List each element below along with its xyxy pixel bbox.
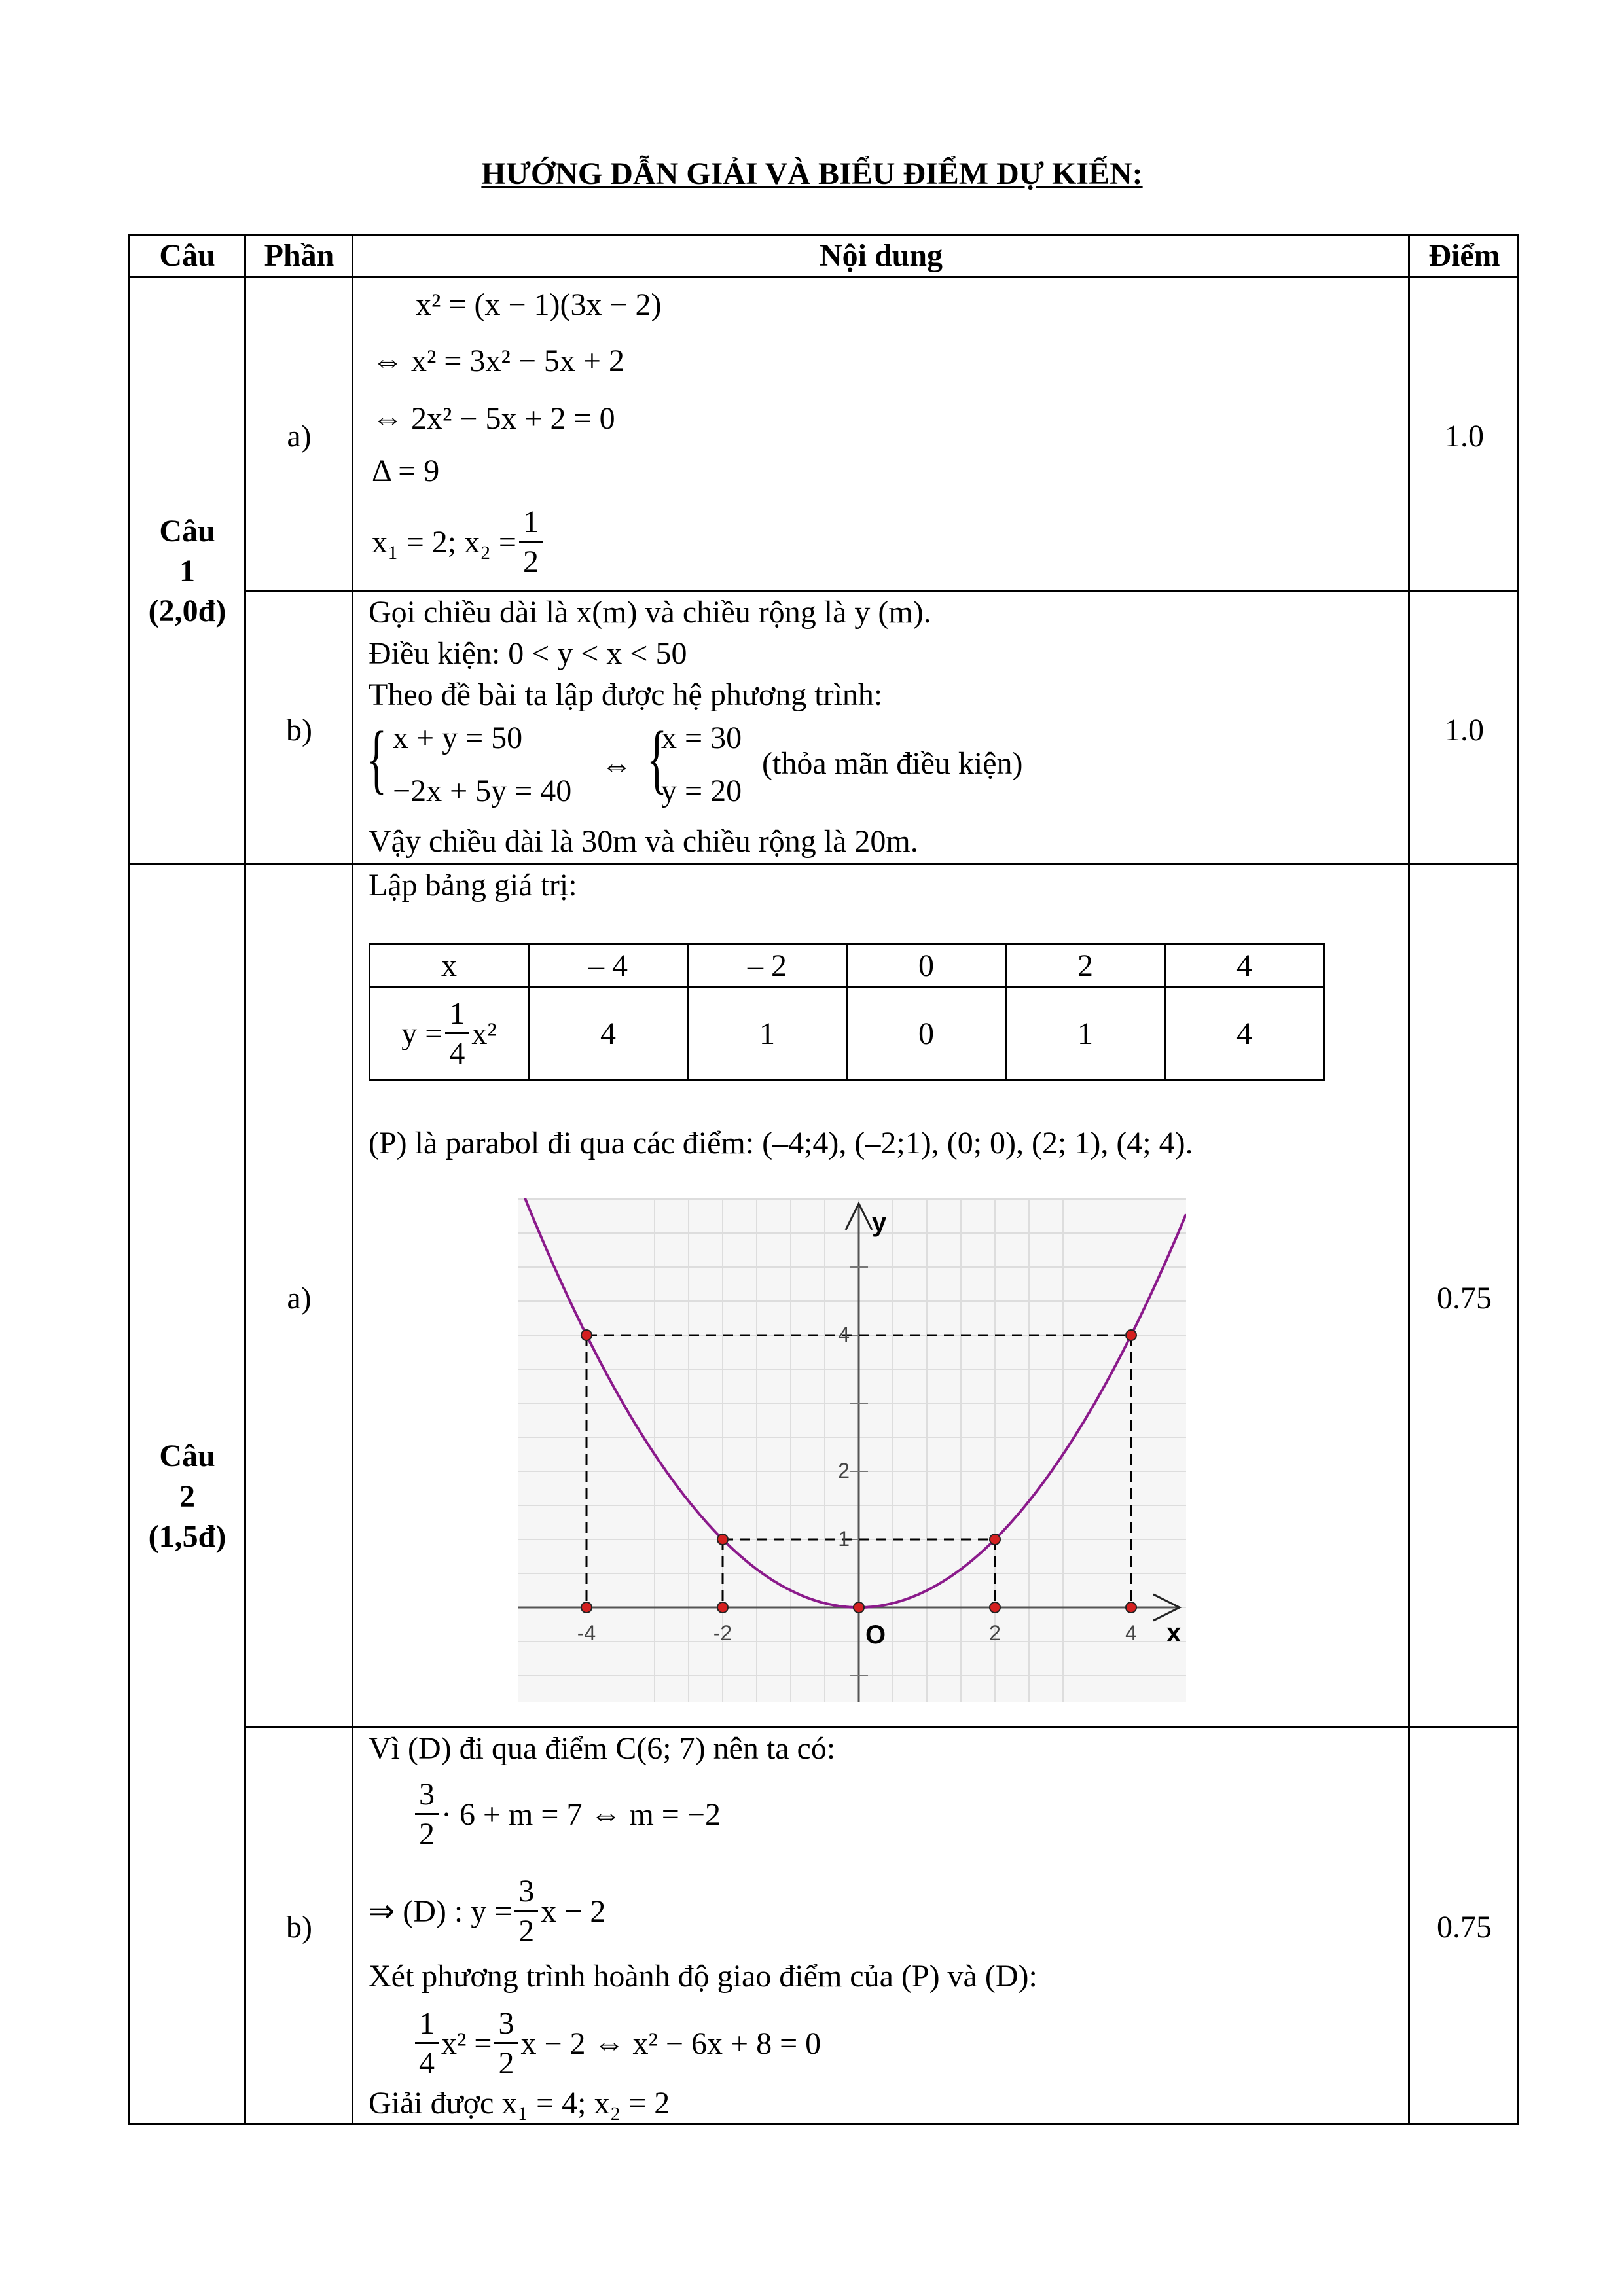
fraction-three-halves: $\frac{3}{2}$ [415,1779,439,1850]
parabola-graph [518,1198,1186,1702]
y-tick-label: 1 [838,1527,850,1551]
parabola-point [990,1602,1000,1613]
q1b-line2: Điều kiện: 0 < y < x < 50 [369,636,687,671]
q2b-score: 0.75 [1437,1910,1492,1945]
q2b-line6: Giải được x₁ = 4; x₂ = 2 [369,2086,670,2121]
q2b-line3: ⇒ (D) : y = $\frac{3}{2}$ x − 2 [369,1874,606,1948]
system2-eq2: y = 20 [661,774,742,808]
table-border-bottom [128,2123,1519,2125]
q1a-line2: ⇔ x² = 3x² − 5x + 2 [372,344,624,378]
value-table-y-cell: 1 [1006,988,1165,1080]
system1-eq2: −2x + 5y = 40 [393,774,572,808]
header-row-border [128,276,1519,278]
col-divider-phan [352,234,353,2125]
parabola-point [581,1602,592,1613]
q2a-score: 0.75 [1437,1281,1492,1316]
q2-number: 2 [179,1479,195,1514]
q1b-part: b) [286,713,312,747]
q2-label: Câu [159,1439,215,1473]
y-tick-label: 4 [838,1323,850,1346]
q1-points: (2,0đ) [148,594,226,628]
row-divider-q1-q2 [128,863,1519,865]
value-table-x-cell: – 2 [688,944,847,988]
fraction-three-halves: $\frac{3}{2}$ [494,2008,518,2079]
q2a-part: a) [287,1281,312,1316]
row-divider-q1a-q1b [244,590,1519,592]
q2b-part: b) [286,1910,312,1945]
equivalence-symbol: ⇔ [601,748,632,783]
q1a-line3: ⇔ 2x² − 5x + 2 = 0 [372,401,615,436]
value-table-x-cell: 4 [1165,944,1324,988]
x-tick-label: 4 [1125,1621,1137,1645]
value-table-y-cell: 4 [1165,988,1324,1080]
q2b-line4: Xét phương trình hoành độ giao điểm của (P) và (D): [369,1959,1038,1994]
col-divider-diem [1408,234,1410,2125]
value-table-x-cell: – 4 [529,944,688,988]
parabola-point [1126,1330,1136,1340]
y-axis-label: y [872,1208,887,1237]
q1a-roots: x₁ = 2; x₂ = [372,524,516,560]
q1-label: Câu [159,514,215,548]
parabola-point [717,1534,728,1545]
q1-number: 1 [179,554,195,588]
x-tick-label: 2 [989,1621,1001,1645]
fraction-one-quarter: $\frac{1}{4}$ [415,2008,439,2079]
fraction-three-halves: $\frac{3}{2}$ [514,1876,538,1947]
header-cau: Câu [159,238,215,273]
header-phan: Phần [264,238,334,273]
q2b-line1: Vì (D) đi qua điểm C(6; 7) nên ta có: [369,1731,836,1766]
x-axis-label: x [1166,1619,1182,1647]
parabola-point [581,1330,592,1340]
page-title: HƯỚNG DẪN GIẢI VÀ BIỂU ĐIỂM DỰ KIẾN: [481,156,1143,191]
fraction-one-half: $\frac{1}{2}$ [519,507,543,578]
parabola-point [717,1602,728,1613]
parabola-point [854,1602,864,1613]
q1a-part: a) [287,419,312,454]
header-noidung: Nội dung [819,238,943,273]
parabola-point [1126,1602,1136,1613]
q1b-conclusion: Vậy chiều dài là 30m và chiều rộng là 20m. [369,824,918,859]
q2b-line2: $\frac{3}{2}$ · 6 + m = 7 ⇔ m = −2 [412,1779,721,1850]
value-table-y-cell: 4 [529,988,688,1080]
q2a-intro: Lập bảng giá trị: [369,868,577,903]
graph-background [518,1198,1186,1702]
q1a-line1: x² = (x − 1)(3x − 2) [416,287,662,322]
system1-eq1: x + y = 50 [393,721,523,755]
q1a-line5 [372,507,545,578]
q1b-line1: Gọi chiều dài là x(m) và chiều rộng là y (m). [369,595,931,630]
y-tick-label: 2 [838,1459,850,1482]
q2-points: (1,5đ) [148,1519,226,1554]
value-table-x-cell: 0 [847,944,1006,988]
parabola-point [990,1534,1000,1545]
fraction-one-quarter: $\frac{1}{4}$ [445,998,469,1069]
value-table-y-label: y = $\frac{1}{4}$ x² [370,988,529,1080]
condition-note: (thỏa mãn điều kiện) [762,746,1023,781]
q1b-score: 1.0 [1445,713,1484,747]
value-table-x-label: x [370,944,529,988]
system2-eq1: x = 30 [661,721,742,755]
x-tick-label: -4 [577,1621,596,1645]
parabola-description: (P) là parabol đi qua các điểm: (–4;4), (–2;1), (0; 0), (2; 1), (4; 4). [369,1126,1193,1160]
row-divider-q2a-q2b [244,1726,1519,1728]
value-table-x-cell: 2 [1006,944,1165,988]
q1a-score: 1.0 [1445,419,1484,454]
q2b-line5: $\frac{1}{4}$ x² = $\frac{3}{2}$ x − 2 ⇔ x² − 6x + 8 = 0 [412,2008,821,2079]
q1a-line4: Δ = 9 [372,454,440,488]
value-table-y-cell: 0 [847,988,1006,1080]
table-border-right [1517,234,1519,2125]
value-table [369,943,1325,1081]
q1b-line3: Theo đề bài ta lập được hệ phương trình: [369,677,883,712]
table-border-top [128,234,1519,236]
x-tick-label: -2 [713,1621,732,1645]
left-brace: { [647,715,668,801]
value-table-y-cell: 1 [688,988,847,1080]
header-diem: Điểm [1428,238,1500,273]
origin-label: O [865,1621,886,1649]
left-brace: { [367,715,388,801]
